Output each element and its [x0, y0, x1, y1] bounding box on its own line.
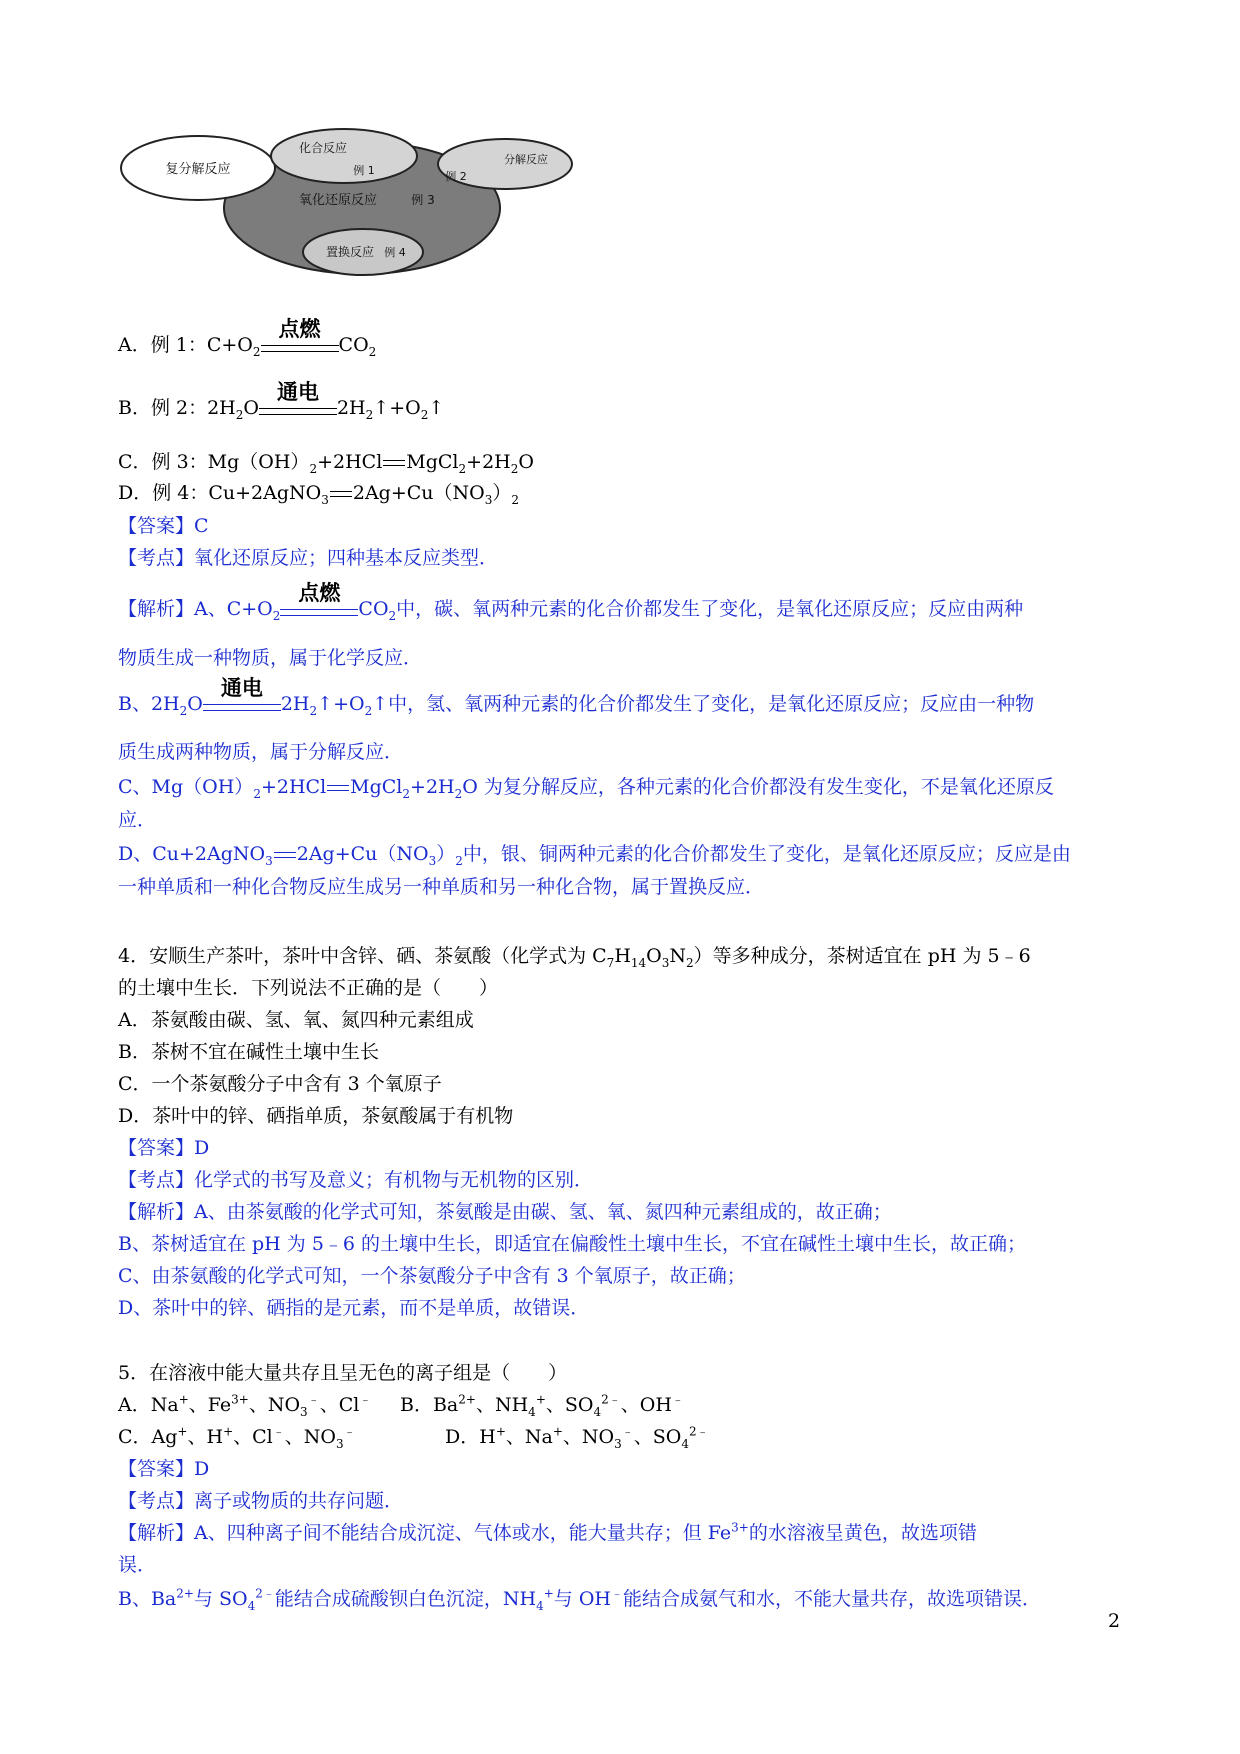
diagram-label-huahe: 化合反应 [298, 141, 348, 155]
q5-option-d: D．H+、Na+、$NO_3^﹣$、$SO_4^{2﹣}$ [445, 1424, 709, 1451]
q4-jiexi-b: B、茶树适宜在 pH 为 5﹣6 的土壤中生长，即适宜在偏酸性土壤中生长，不宜在碱性土壤中生长，故正确； [118, 1233, 1027, 1255]
q4-stem-cont: 的土壤中生长．下列说法不正确的是（ ） [118, 977, 499, 999]
diagram-label-zhihuan: 置换反应 [325, 245, 375, 259]
q3-kaodian: 【考点】氧化还原反应；四种基本反应类型． [118, 547, 499, 569]
diagram-label-yanghua: 氧化还原反应 [298, 193, 378, 208]
q5-jiexi-a-cont: 误． [118, 1554, 157, 1576]
q3-option-b: B．例 2：$2H_2O$ 通电 $2H_2↑+O_2↑$ [118, 380, 445, 422]
q3-jiexi-b-cont: 质生成两种物质，属于分解反应． [118, 741, 404, 763]
q3-jiexi-d-cont: 一种单质和一种化合物反应生成另一种单质和另一种化合物，属于置换反应． [118, 876, 765, 898]
q4-stem: 4．安顺生产茶叶，茶叶中含锌、硒、茶氨酸（化学式为 $C_7H_{14}O_3N_2$）等多种成分，茶树适宜在 pH 为 5﹣6 [118, 945, 1031, 970]
q4-jiexi-c: C、由茶氨酸的化学式可知，一个茶氨酸分子中含有 3 个氧原子，故正确； [118, 1265, 746, 1287]
q5-answer: 【答案】D [118, 1458, 210, 1480]
reaction-type-diagram [118, 128, 658, 313]
q3-option-c: C．例 3：$Mg(OH)_2+2HCl$ $MgCl_2+2H_2O$ [118, 451, 534, 476]
diagram-label-li3: 例 3 [411, 193, 435, 207]
page-number: 2 [1108, 1610, 1121, 1632]
diagram-label-li2: 例 2 [445, 170, 467, 183]
q4-kaodian: 【考点】化学式的书写及意义；有机物与无机物的区别． [118, 1169, 594, 1191]
q5-option-a: A．Na+、$Fe^{3+}$、$NO_3^﹣$、Cl﹣ [118, 1392, 372, 1419]
q5-stem: 5．在溶液中能大量共存且呈无色的离子组是（ ） [118, 1362, 568, 1384]
q3-jiexi-a: 【解析】A、$C+O_2$ 点燃 $CO_2$中，碳、氧两种元素的化合价都发生了变化，是氧化还原反应；反应由两种 [118, 581, 1024, 623]
q4-option-c: C．一个茶氨酸分子中含有 3 个氧原子 [118, 1073, 442, 1095]
q5-jiexi-b: B、$Ba^{2+}$与 $SO_4^{2﹣}$能结合成硫酸钡白色沉淀，$NH_4^+$与 OH﹣能结合成氨气和水，不能大量共存，故选项错误． [118, 1586, 1042, 1613]
q4-jiexi-d: D、茶叶中的锌、硒指的是元素，而不是单质，故错误． [118, 1297, 590, 1319]
q4-answer: 【答案】D [118, 1137, 210, 1159]
q5-option-b: B．$Ba^{2+}$、$NH_4^+$、$SO_4^{2﹣}$、OH﹣ [400, 1392, 684, 1419]
q3-jiexi-c-cont: 应． [118, 809, 157, 831]
diagram-label-fenjie: 分解反应 [504, 153, 548, 166]
q5-kaodian: 【考点】离子或物质的共存问题． [118, 1490, 404, 1512]
q3-jiexi-b: B、$2H_2O$ 通电 $2H_2↑+O_2↑$中，氢、氧两种元素的化合价都发生了变化，是氧化还原反应；反应由一种物 [118, 676, 1035, 718]
q3-option-a: A．例 1：$C+O_2$ 点燃 $CO_2$ [118, 317, 377, 359]
diagram-label-fujie: 复分解反应 [165, 162, 231, 177]
diagram-label-li1: 例 1 [353, 164, 375, 177]
q5-jiexi-a: 【解析】A、四种离子间不能结合成沉淀、气体或水，能大量共存；但 $Fe^{3+}$的水溶液呈黄色，故选项错 [118, 1520, 977, 1544]
q4-option-d: D．茶叶中的锌、硒指单质，茶氨酸属于有机物 [118, 1105, 514, 1127]
q4-option-b: B．茶树不宜在碱性土壤中生长 [118, 1041, 379, 1063]
q3-answer: 【答案】C [118, 515, 209, 537]
q3-jiexi-d: D、Cu+2AgNO$_3$ $2Ag+Cu(NO_3)_2$中，银、铜两种元素的化合价都发生了变化，是氧化还原反应；反应是由 [118, 843, 1071, 868]
q3-option-d: D．例 4：Cu+2AgNO$_3$ $2Ag+Cu(NO_3)_2$ [118, 482, 520, 507]
diagram-label-li4: 例 4 [384, 246, 406, 259]
q4-jiexi-a: 【解析】A、由茶氨酸的化学式可知，茶氨酸是由碳、氢、氧、氮四种元素组成的，故正确； [118, 1201, 892, 1223]
q5-option-c: C．Ag+、H+、Cl﹣、$NO_3^﹣$ [118, 1424, 356, 1451]
q3-jiexi-a-cont: 物质生成一种物质，属于化学反应． [118, 647, 423, 669]
q4-option-a: A．茶氨酸由碳、氢、氧、氮四种元素组成 [118, 1009, 474, 1031]
q3-jiexi-c: C、$Mg(OH)_2+2HCl$ $MgCl_2+2H_2O$ 为复分解反应，各种元素的化合价都没有发生变化，不是氧化还原反 [118, 776, 1054, 801]
combination-ellipse [271, 129, 417, 183]
